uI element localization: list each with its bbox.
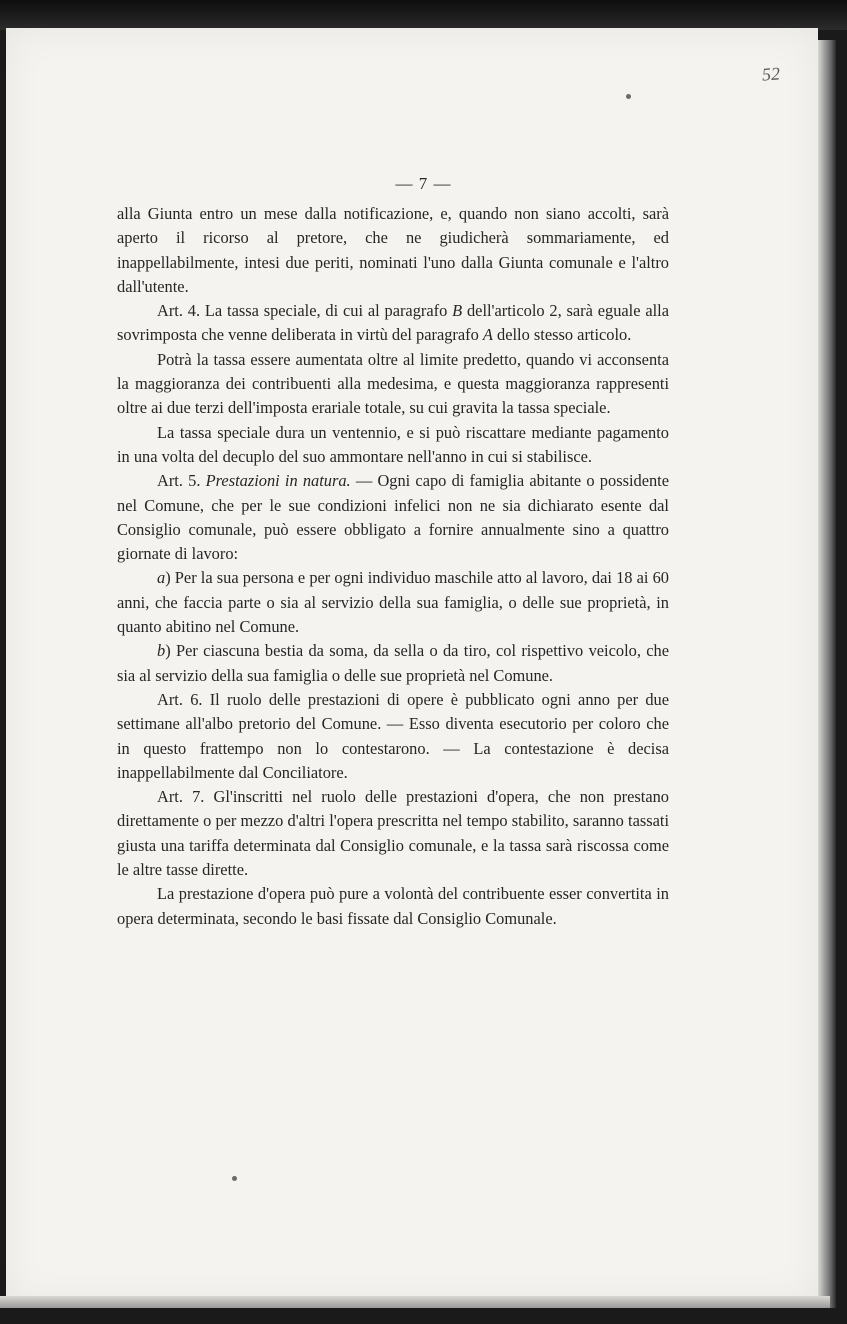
- text-run: Art. 4. La tassa speciale, di cui al paragrafo: [157, 301, 453, 321]
- paragraph: [117, 566, 669, 639]
- paragraph: [117, 469, 669, 566]
- text-run: Potrà la tassa essere aumentata oltre al limite predetto, quando vi acconsenta la maggioranza dei contribuenti alla medesima, e questa maggioranza rappresenti oltre ai due terzi dell'imposta erariale totale, su cui gravita la tassa speciale.: [117, 349, 669, 418]
- text-run: alla Giunta entro un mese dalla notificazione, e, quando non siano accolti, sarà aperto il ricorso al pretore, che ne giudicherà sommariamente, ed inappellabilmente, intesi due periti, nominati l'uno dalla Giunta comunale e l'altro dall'utente.: [117, 204, 669, 296]
- text-run: — Ogni capo di famiglia abitante o possidente nel Comune, che per le sue condizioni infelici non ne sia dichiarato esente dal Consiglio comunale, può essere obbligato a fornire annualmente sino a quattro giornate di lavoro:: [117, 471, 669, 564]
- italic-text: B: [452, 301, 463, 321]
- paragraph: [117, 882, 669, 931]
- page-right-edge: [818, 40, 836, 1308]
- italic-text: Prestazioni in natura.: [205, 471, 351, 491]
- paragraph: [117, 202, 669, 299]
- speck: [626, 94, 631, 99]
- paragraph: [117, 639, 669, 688]
- speck: [232, 1176, 237, 1181]
- scan-top-border: [0, 0, 847, 30]
- paragraph: [117, 785, 669, 882]
- text-run: Art. 5.: [157, 471, 206, 491]
- archive-handwritten-number: 52: [761, 63, 781, 85]
- text-run: dello stesso articolo.: [492, 325, 632, 345]
- text-run: Art. 6. Il ruolo delle prestazioni di opere è pubblicato ogni anno per due settimane all'albo pretorio del Comune. — Esso diventa esecutorio per coloro che in questo frattempo non lo contestarono. — La contestazione è decisa inappellabilmente dal Conciliatore.: [117, 689, 669, 782]
- italic-text: A: [482, 325, 493, 345]
- text-run: Art. 7. Gl'inscritti nel ruolo delle prestazioni d'opera, che non prestano direttamente o per mezzo d'altri l'opera prescritta nel tempo stabilito, saranno tassati giusta una tariffa determinata dal Consiglio comunale, e la tassa sarà riscossa come le altre tasse dirette.: [117, 787, 669, 880]
- paragraph: [117, 421, 669, 470]
- page-number: — 7 —: [395, 174, 452, 193]
- italic-text: b: [157, 641, 166, 661]
- document-body: [117, 202, 669, 931]
- italic-text: a: [157, 568, 166, 588]
- text-run: La prestazione d'opera può pure a volontà del contribuente esser convertita in opera determinata, secondo le basi fissate dal Consiglio Comunale.: [117, 884, 669, 928]
- text-run: La tassa speciale dura un ventennio, e si può riscattare mediante pagamento in una volta del decuplo del suo ammontare nell'anno in cui si stabilisce.: [117, 422, 669, 466]
- paragraph: [117, 348, 669, 421]
- paragraph: [117, 688, 669, 785]
- text-run: ) Per ciascuna bestia da soma, da sella o da tiro, col rispettivo veicolo, che sia al servizio della sua famiglia o delle sue proprietà nel Comune.: [117, 641, 669, 685]
- paragraph: [117, 299, 669, 348]
- text-run: ) Per la sua persona e per ogni individuo maschile atto al lavoro, dai 18 ai 60 anni, che faccia parte o sia al servizio della sua famiglia, o delle sue proprietà, in quanto abitino nel Comune.: [117, 568, 669, 637]
- page-bottom-edge: [0, 1296, 830, 1308]
- text-run: dell'articolo 2, sarà eguale alla sovrimposta che venne deliberata in virtù del paragrafo: [117, 301, 669, 345]
